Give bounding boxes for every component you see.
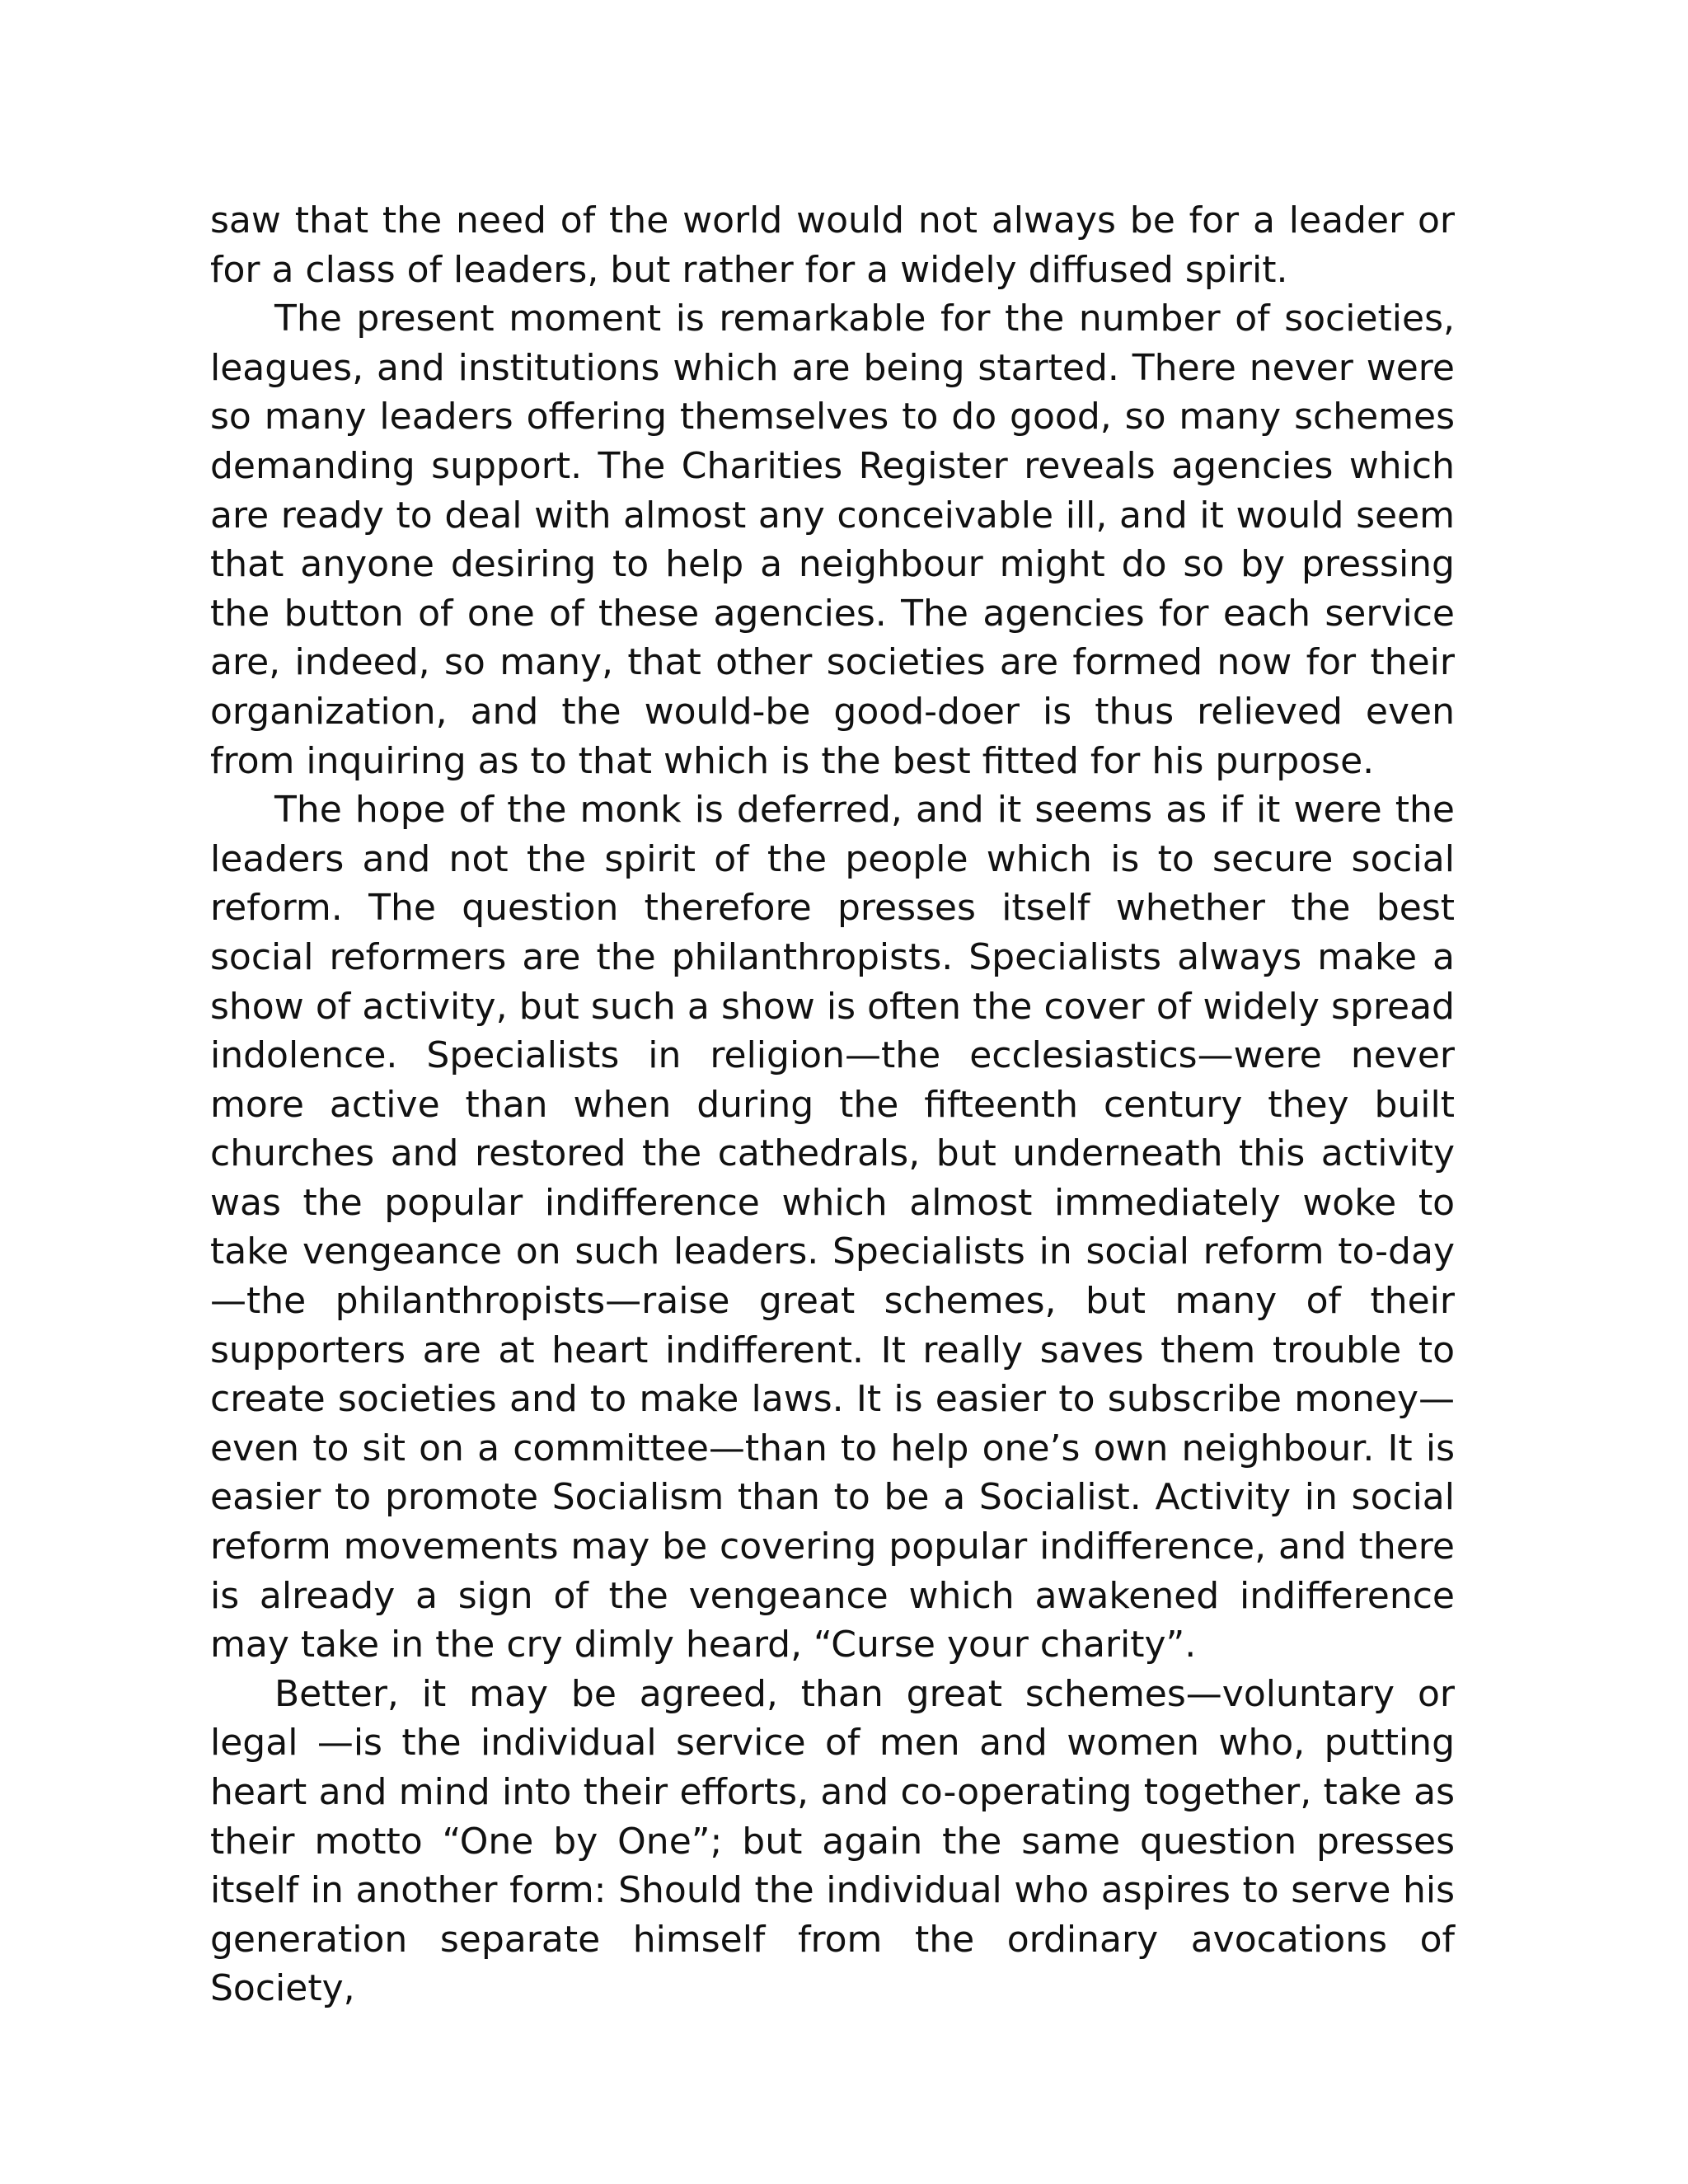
paragraph-2: The present moment is remarkable for the number of societies, leagues, and institutions which are being started. There never were so many leaders offering themselves to do good, so many schemes demanding support. The Charities Register reveals agencies which are ready to deal with almost any conceivable ill, and it would seem that anyone desiring to help a neighbour might do so by pressing the button of one of these agencies. The agencies for each service are, indeed, so many, that other societies are formed now for their organization, and the would-be good-doer is thus relieved even from inquiring as to that which is the best fitted for his purpose. bbox=[210, 298, 1455, 782]
document-page bbox=[210, 196, 1455, 2013]
paragraph-3: The hope of the monk is deferred, and it seems as if it were the leaders and not the spirit of the people which is to secure social reform. The question therefore presses itself whether the best social reformers are the philanthropists. Specialists always make a show of activity, but such a show is often the cover of widely spread indolence. Specialists in religion—the ecclesiastics—were never more active than when during the fifteenth century they built churches and restored the cathedrals, but underneath this activity was the popular indifference which almost immediately woke to take vengeance on such leaders. Specialists in social reform to-day—the philanthropists—raise great schemes, but many of their supporters are at heart indifferent. It really saves them trouble to create societies and to make laws. It is easier to subscribe money—even to sit on a committee—than to help one’s own neighbour. It is easier to promote Socialism than to be a Socialist. Activity in social reform movements may be covering popular indifference, and there is already a sign of the vengeance which awakened indifference may take in the cry dimly heard, “Curse your charity”. bbox=[210, 789, 1455, 1666]
paragraph-1: saw that the need of the world would not always be for a leader or for a class of leaders, but rather for a widely diffused spirit. bbox=[210, 199, 1455, 291]
paragraph-4: Better, it may be agreed, than great schemes—voluntary or legal —is the individual service of men and women who, putting heart and mind into their efforts, and co-operating together, take as their motto “One by One”; but again the same question presses itself in another form: Should the individual who aspires to serve his generation separate himself from the ordinary avocations of Society, bbox=[210, 1672, 1455, 2010]
